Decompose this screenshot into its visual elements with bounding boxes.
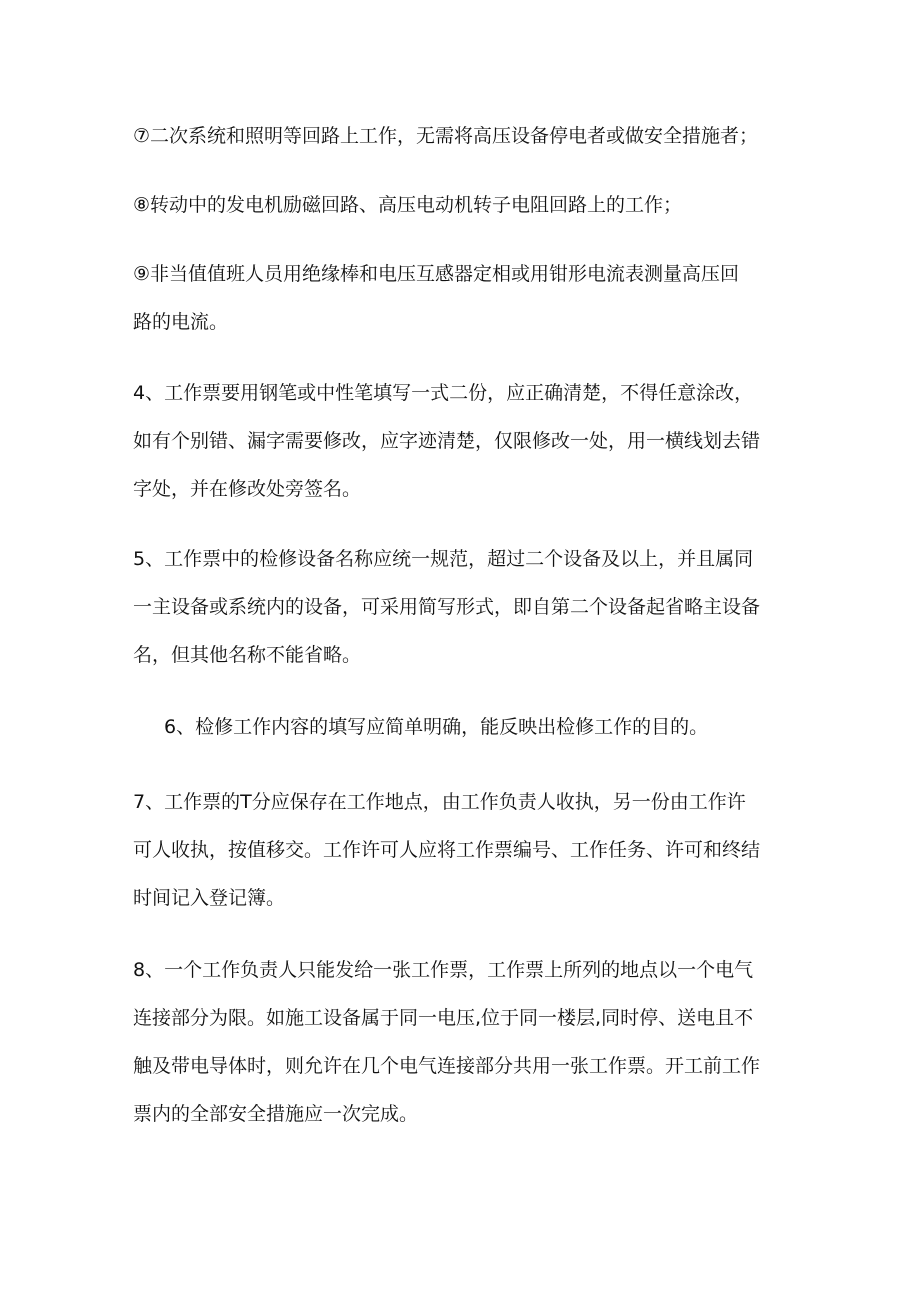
paragraph-rule-4-filling-ticket <box>133 369 793 513</box>
text-line: 名，但其他名称不能省略。 <box>133 644 362 666</box>
paragraph-rule-8-one-ticket-per-leader <box>133 946 793 1138</box>
paragraph-rule-7-ticket-custody <box>133 778 793 922</box>
text-line: 7、工作票的T分应保存在工作地点，由工作负责人收执，另一份由工作许 <box>133 791 746 813</box>
paragraph-rule-5-equipment-names <box>133 535 793 679</box>
text-line: 时间记入登记簿。 <box>133 887 286 909</box>
paragraph-item-8-rotating-generator <box>133 181 793 229</box>
text-line: 路的电流。 <box>133 311 229 333</box>
text-line: 4、工作票要用钢笔或中性笔填写一式二份，应正确清楚，不得任意涂改， <box>133 382 754 404</box>
text-line: 如有个别错、漏字需要修改，应字迹清楚，仅限修改一处，用一横线划去错 <box>133 430 761 452</box>
text-line: 可人收执，按值移交。工作许可人应将工作票编号、工作任务、许可和终结 <box>133 839 761 861</box>
text-line: ⑧转动中的发电机励磁回路、高压电动机转子电阻回路上的工作； <box>133 194 683 216</box>
text-line: 5、工作票中的检修设备名称应统一规范，超过二个设备及以上，并且属同 <box>133 548 754 570</box>
text-line: 6、检修工作内容的填写应简单明确，能反映出检修工作的目的。 <box>164 716 709 738</box>
text-line: ⑨非当值值班人员用绝缘棒和电压互感器定相或用钳形电流表测量高压回 <box>133 263 740 285</box>
text-line: 一主设备或系统内的设备，可采用简写形式，即自第二个设备起省略主设备 <box>133 596 761 618</box>
text-line: 票内的全部安全措施应一次完成。 <box>133 1103 419 1125</box>
paragraph-item-9-phase-measurement <box>133 250 793 346</box>
text-line: ⑦二次系统和照明等回路上工作，无需将高压设备停电者或做安全措施者； <box>133 125 759 147</box>
paragraph-item-7-secondary-circuits <box>133 112 793 160</box>
paragraph-rule-6-work-content <box>164 703 824 751</box>
text-line: 字处，并在修改处旁签名。 <box>133 478 362 500</box>
text-line: 连接部分为限。如施工设备属于同一电压,位于同一楼层,同时停、送电且不 <box>133 1007 754 1029</box>
text-line: 触及带电导体时，则允许在几个电气连接部分共用一张工作票。开工前工作 <box>133 1055 761 1077</box>
text-line: 8、一个工作负责人只能发给一张工作票，工作票上所列的地点以一个电气 <box>133 959 754 981</box>
